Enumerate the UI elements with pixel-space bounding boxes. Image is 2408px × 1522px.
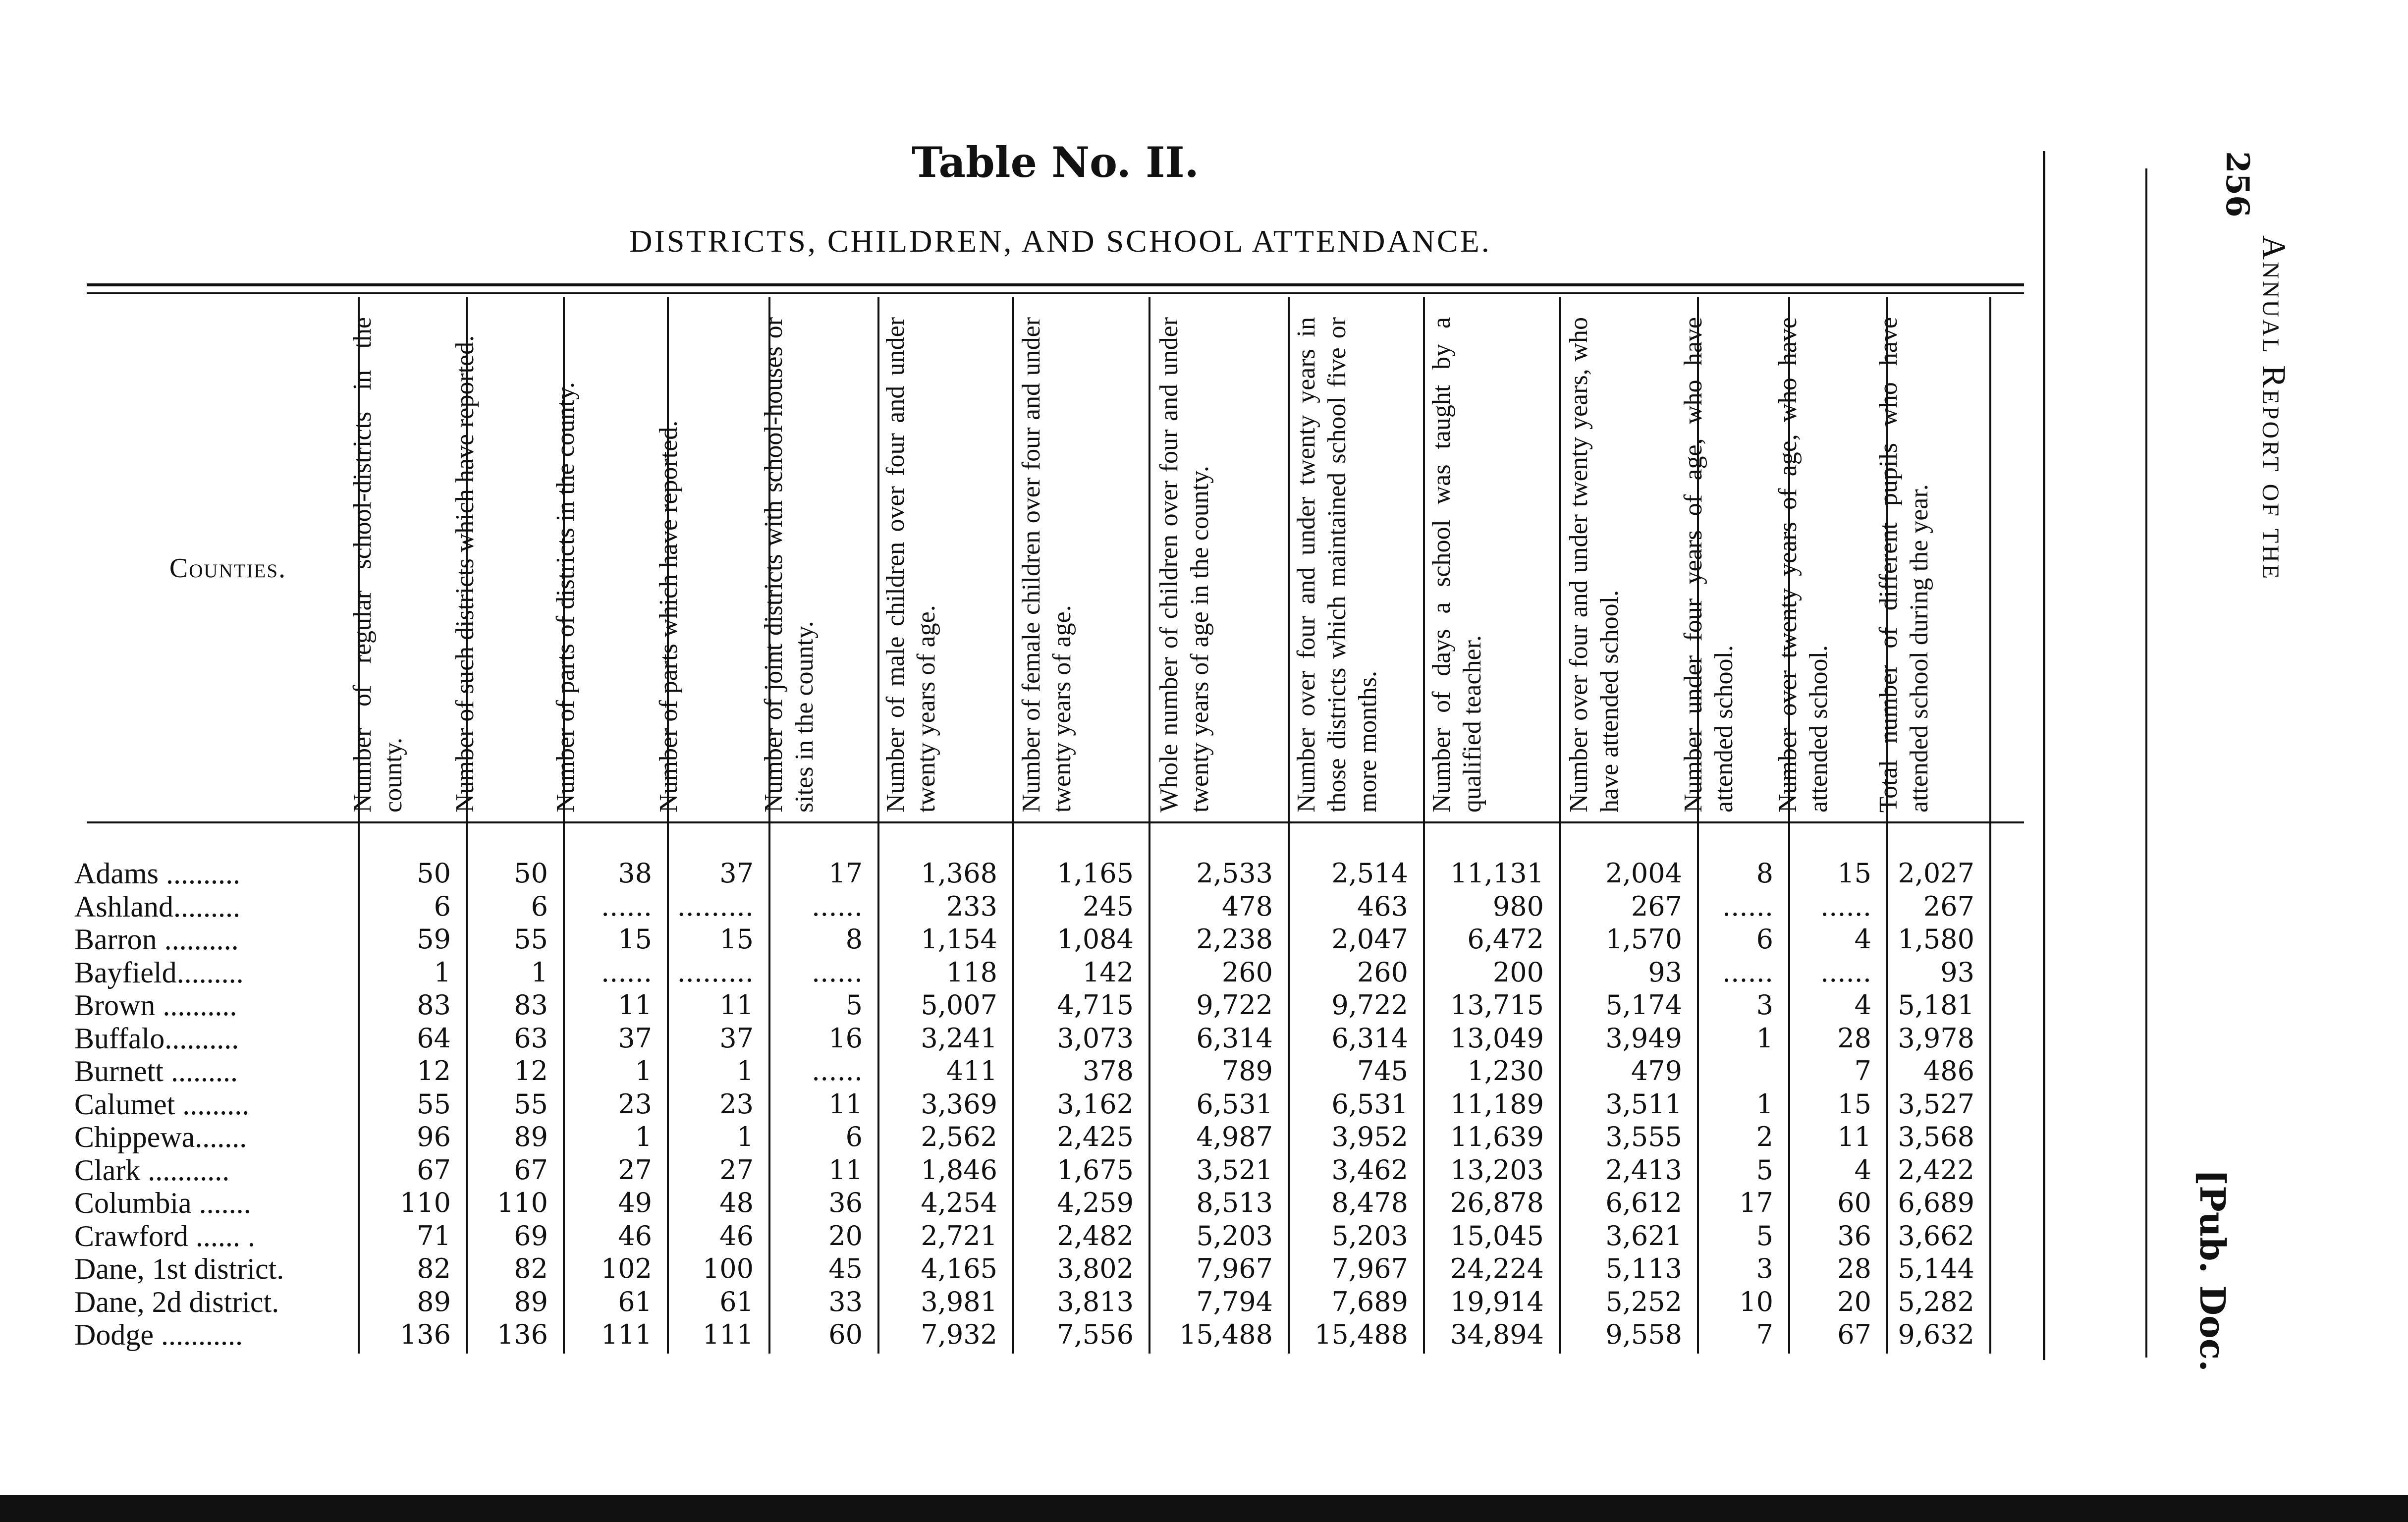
table-cell: 486 (1923, 1055, 1974, 1087)
column-header: Number over four and under twenty years, who have attended school. (1564, 317, 1624, 813)
table-cell: 11 (1837, 1121, 1871, 1152)
top-rule-thick (87, 283, 2024, 286)
table-cell: 1 (736, 1121, 754, 1152)
county-name: Chippewa....... (74, 1121, 247, 1153)
table-cell: 15 (618, 924, 652, 955)
table-cell: 89 (514, 1286, 548, 1317)
table-cell: 1,230 (1467, 1055, 1544, 1087)
table-cell: 2,422 (1898, 1154, 1974, 1186)
table-cell: 7 (1756, 1319, 1773, 1350)
doc-label: [Pub. Doc. (2192, 1169, 2233, 1372)
table-cell: 5 (1756, 1220, 1773, 1251)
county-name: Bayfield......... (74, 956, 244, 989)
table-cell: 411 (946, 1055, 997, 1087)
table-cell: 789 (1221, 1055, 1273, 1087)
table-cell: 6 (1756, 924, 1773, 955)
table-cell: 2,721 (921, 1220, 997, 1251)
table-cell: 11 (828, 1088, 863, 1120)
table-subtitle: DISTRICTS, CHILDREN, AND SCHOOL ATTENDANCE. (629, 223, 1491, 259)
table-cell: 267 (1923, 890, 1974, 922)
table-cell: 2,514 (1331, 858, 1408, 889)
table-cell: 67 (514, 1154, 548, 1186)
table-cell: 3 (1756, 989, 1773, 1021)
table-cell: 4 (1854, 924, 1871, 955)
table-cell: 111 (601, 1319, 652, 1350)
table-cell: 3,981 (921, 1286, 997, 1317)
table-cell: 5,203 (1196, 1220, 1273, 1251)
table-cell: 6 (531, 890, 548, 922)
table-cell: 6,472 (1467, 924, 1544, 955)
table-cell: 61 (618, 1286, 652, 1317)
table-cell: 7,794 (1196, 1286, 1273, 1317)
table-cell: 82 (514, 1253, 548, 1284)
table-cell: 2,238 (1196, 924, 1273, 955)
county-name: Clark ........... (74, 1153, 230, 1187)
table-cell: 37 (719, 858, 754, 889)
county-name: Columbia ....... (74, 1187, 251, 1219)
table-cell: 17 (1739, 1187, 1773, 1218)
table-cell: 1 (531, 956, 548, 988)
table-cell: 463 (1357, 890, 1408, 922)
table-cell: 3,621 (1605, 1220, 1682, 1251)
table-cell: 3,521 (1196, 1154, 1273, 1186)
page-number: 256 (2219, 151, 2256, 217)
table-cell: 28 (1837, 1022, 1871, 1054)
table-cell: 15 (1837, 1088, 1871, 1120)
table-cell: 1,368 (921, 858, 997, 889)
table-cell: 23 (618, 1088, 652, 1120)
table-cell: 4,987 (1196, 1121, 1273, 1152)
column-divider (1012, 297, 1014, 1354)
table-cell: 15,488 (1314, 1319, 1408, 1350)
table-cell: ...... (1820, 956, 1871, 988)
table-cell: 37 (719, 1022, 754, 1054)
table-cell: 5,252 (1605, 1286, 1682, 1317)
table-cell: 9,632 (1898, 1319, 1974, 1350)
table-cell: 11 (828, 1154, 863, 1186)
table-cell: 82 (417, 1253, 451, 1284)
column-header: Number over four and under twenty years in those districts which maintained school five or more months. (1292, 317, 1382, 813)
table-cell: 478 (1221, 890, 1273, 922)
table-cell: 2,482 (1057, 1220, 1134, 1251)
table-cell: 2,047 (1331, 924, 1408, 955)
table-cell: 3,662 (1898, 1220, 1974, 1251)
table-cell: 4,165 (921, 1253, 997, 1284)
table-cell: 9,722 (1196, 989, 1273, 1021)
column-header: Number of such districts which have reported. (451, 335, 479, 813)
table-cell: 4,259 (1057, 1187, 1134, 1218)
report-title: Annual Report of the (2255, 235, 2293, 581)
table-cell: 3,949 (1605, 1022, 1682, 1054)
column-header: Number of parts which have reported. (654, 420, 683, 813)
table-cell: 3,511 (1605, 1088, 1682, 1120)
table-cell: 16 (828, 1022, 863, 1054)
column-divider (1149, 297, 1150, 1354)
county-name: Dodge ........... (74, 1318, 243, 1351)
table-cell: 11 (618, 989, 652, 1021)
table-cell: 5,181 (1898, 989, 1974, 1021)
table-cell: 1,154 (921, 924, 997, 955)
table-cell: 49 (618, 1187, 652, 1218)
table-cell: 1,165 (1057, 858, 1134, 889)
scan-edge (0, 1495, 2408, 1522)
table-cell: 1 (635, 1055, 652, 1087)
table-cell: 64 (417, 1022, 451, 1054)
table-cell: 6 (434, 890, 451, 922)
table-cell: 6,531 (1196, 1088, 1273, 1120)
top-rule-thin (87, 292, 2024, 294)
table-cell: 11,639 (1450, 1121, 1544, 1152)
table-cell: 2,533 (1196, 858, 1273, 889)
table-cell: 2,413 (1605, 1154, 1682, 1186)
table-cell: 96 (417, 1121, 451, 1152)
table-cell: 267 (1631, 890, 1682, 922)
county-name: Brown .......... (74, 989, 237, 1022)
table-cell: 83 (514, 989, 548, 1021)
table-cell: 24,224 (1450, 1253, 1544, 1284)
table-cell: 7,967 (1331, 1253, 1408, 1284)
table-cell: 136 (399, 1319, 451, 1350)
table-cell: 55 (417, 1088, 451, 1120)
table-cell: 4,715 (1057, 989, 1134, 1021)
table-cell: 4,254 (921, 1187, 997, 1218)
table-cell: 9,722 (1331, 989, 1408, 1021)
table-cell: 111 (702, 1319, 754, 1350)
table-cell: 8,513 (1196, 1187, 1273, 1218)
column-header: Number of joint districts with school-houses or sites in the county. (760, 317, 819, 813)
table-cell: 7,932 (921, 1319, 997, 1350)
table-cell: 36 (828, 1187, 863, 1218)
table-cell: 8,478 (1331, 1187, 1408, 1218)
table-cell: 19,914 (1450, 1286, 1544, 1317)
table-cell: 118 (946, 956, 997, 988)
table-cell: 20 (1837, 1286, 1871, 1317)
table-cell: 11 (719, 989, 754, 1021)
table-cell: 15,045 (1450, 1220, 1544, 1251)
column-header: Number of parts of districts in the county. (551, 382, 580, 813)
table-cell: 260 (1357, 956, 1408, 988)
table-cell: 15 (1837, 858, 1871, 889)
table-cell: 15 (719, 924, 754, 955)
table-cell: 13,049 (1450, 1022, 1544, 1054)
table-cell: 142 (1082, 956, 1134, 988)
table-cell: ...... (1820, 890, 1871, 922)
table-cell: 28 (1837, 1253, 1871, 1284)
table-cell: 110 (496, 1187, 548, 1218)
table-cell: 93 (1648, 956, 1682, 988)
table-cell: 37 (618, 1022, 652, 1054)
table-cell: ...... (812, 956, 863, 988)
table-cell: 11,131 (1450, 858, 1544, 889)
table-cell: ...... (812, 890, 863, 922)
table-cell: 46 (719, 1220, 754, 1251)
table-cell: 5,282 (1898, 1286, 1974, 1317)
table-cell: 89 (514, 1121, 548, 1152)
table-cell: 3,978 (1898, 1022, 1974, 1054)
table-cell: 7,967 (1196, 1253, 1273, 1284)
table-cell: 6,531 (1331, 1088, 1408, 1120)
table-cell: 233 (946, 890, 997, 922)
table-cell: 27 (719, 1154, 754, 1186)
table-cell: 45 (828, 1253, 863, 1284)
county-name: Crawford ...... . (74, 1219, 255, 1252)
table-cell: 3,462 (1331, 1154, 1408, 1186)
table-cell: 67 (417, 1154, 451, 1186)
table-cell: 1 (1756, 1088, 1773, 1120)
table-cell: 2,425 (1057, 1121, 1134, 1152)
table-cell: 1,580 (1898, 924, 1974, 955)
table-cell: 6,314 (1196, 1022, 1273, 1054)
table-cell: 100 (702, 1253, 754, 1284)
outer-side-rule (2145, 168, 2147, 1358)
table-cell: 3,369 (921, 1088, 997, 1120)
column-header: Number of days a school was taught by a qualified teacher. (1427, 317, 1486, 813)
table-cell: 1 (434, 956, 451, 988)
table-cell: ...... (1722, 956, 1773, 988)
table-cell: 5,007 (921, 989, 997, 1021)
table-cell: 55 (514, 1088, 548, 1120)
table-cell: 33 (828, 1286, 863, 1317)
table-cell: 5,113 (1605, 1253, 1682, 1284)
table-cell: 980 (1492, 890, 1544, 922)
table-cell: 3,527 (1898, 1088, 1974, 1120)
table-cell: 83 (417, 989, 451, 1021)
table-cell: 1,846 (921, 1154, 997, 1186)
table-cell: 102 (601, 1253, 652, 1284)
table-cell: 61 (719, 1286, 754, 1317)
table-cell: 10 (1739, 1286, 1773, 1317)
table-cell: 36 (1837, 1220, 1871, 1251)
header-rule (87, 821, 2024, 823)
column-divider (1559, 297, 1561, 1354)
table-cell: 38 (618, 858, 652, 889)
table-cell: 1,675 (1057, 1154, 1134, 1186)
table-cell: 69 (514, 1220, 548, 1251)
column-header: Number of female children over four and under twenty years of age. (1017, 317, 1076, 813)
column-divider (1423, 297, 1425, 1354)
table-cell: 67 (1837, 1319, 1871, 1350)
table-cell: 20 (828, 1220, 863, 1251)
county-name: Dane, 1st district. (74, 1252, 284, 1285)
county-name: Burnett ......... (74, 1055, 238, 1087)
table-cell: 3,568 (1898, 1121, 1974, 1152)
table-cell: 3,073 (1057, 1022, 1134, 1054)
table-cell: 46 (618, 1220, 652, 1251)
column-header: Number of male children over four and under twenty years of age. (881, 317, 940, 813)
column-header: Number of regular school-districts in the county. (348, 317, 407, 813)
table-cell: 1,084 (1057, 924, 1134, 955)
table-cell: 34,894 (1450, 1319, 1544, 1350)
table-cell: 89 (417, 1286, 451, 1317)
table-cell: 378 (1082, 1055, 1134, 1087)
table-cell: 5 (1756, 1154, 1773, 1186)
table-cell: 8 (845, 924, 863, 955)
table-cell: 93 (1940, 956, 1974, 988)
county-name: Buffalo.......... (74, 1022, 239, 1055)
column-header: Number under four years of age, who have attended school. (1679, 317, 1738, 813)
table-cell: 6 (845, 1121, 863, 1152)
table-cell: 13,203 (1450, 1154, 1544, 1186)
table-cell: 3,555 (1605, 1121, 1682, 1152)
table-cell: 745 (1357, 1055, 1408, 1087)
table-cell (1701, 1055, 1773, 1087)
table-cell: 48 (719, 1187, 754, 1218)
table-cell: 60 (1837, 1187, 1871, 1218)
table-cell: 5,174 (1605, 989, 1682, 1021)
table-cell: 200 (1492, 956, 1544, 988)
table-cell: 260 (1221, 956, 1273, 988)
county-name: Adams .......... (74, 857, 240, 890)
table-cell: 1 (1756, 1022, 1773, 1054)
table-cell: 7,556 (1057, 1319, 1134, 1350)
table-cell: 27 (618, 1154, 652, 1186)
table-cell: 3,162 (1057, 1088, 1134, 1120)
table-cell: 245 (1082, 890, 1134, 922)
table-cell: 1,570 (1605, 924, 1682, 955)
table-cell: 26,878 (1450, 1187, 1544, 1218)
column-header: Number over twenty years of age, who have attended school. (1774, 317, 1833, 813)
table-cell: 5,144 (1898, 1253, 1974, 1284)
column-divider (1288, 297, 1290, 1354)
table-cell: 50 (417, 858, 451, 889)
table-cell: 6,314 (1331, 1022, 1408, 1054)
column-header: Whole number of children over four and under twenty years of age in the county. (1154, 317, 1214, 813)
table-cell: 5 (845, 989, 863, 1021)
table-cell: 479 (1631, 1055, 1682, 1087)
table-cell: 2 (1756, 1121, 1773, 1152)
table-cell: ...... (1722, 890, 1773, 922)
table-cell: 4 (1854, 989, 1871, 1021)
county-name: Ashland......... (74, 890, 240, 923)
table-cell: ...... (601, 956, 652, 988)
table-cell: 12 (514, 1055, 548, 1087)
table-cell: 23 (719, 1088, 754, 1120)
table-cell: 55 (514, 924, 548, 955)
table-cell: 4 (1854, 1154, 1871, 1186)
table-cell: ......... (677, 956, 754, 988)
table-cell: 110 (399, 1187, 451, 1218)
table-cell: 3,952 (1331, 1121, 1408, 1152)
table-title: Table No. II. (912, 138, 1199, 187)
table-cell: 9,558 (1605, 1319, 1682, 1350)
table-cell: ......... (677, 890, 754, 922)
table-cell: 5,203 (1331, 1220, 1408, 1251)
table-cell: 13,715 (1450, 989, 1544, 1021)
side-rule (2043, 151, 2045, 1360)
county-name: Dane, 2d district. (74, 1285, 279, 1318)
table-cell: 7,689 (1331, 1286, 1408, 1317)
table-cell: 3,241 (921, 1022, 997, 1054)
table-cell: 60 (828, 1319, 863, 1350)
table-cell: 71 (417, 1220, 451, 1251)
county-name: Calumet ......... (74, 1087, 250, 1121)
table-cell: 59 (417, 924, 451, 955)
county-column-header: Counties. (169, 553, 287, 584)
table-cell: 1 (736, 1055, 754, 1087)
table-cell: 3 (1756, 1253, 1773, 1284)
table-cell: 8 (1756, 858, 1773, 889)
table-cell: 2,004 (1605, 858, 1682, 889)
table-cell: 2,562 (921, 1121, 997, 1152)
table-cell: 50 (514, 858, 548, 889)
table-cell: 63 (514, 1022, 548, 1054)
table-cell: 6,612 (1605, 1187, 1682, 1218)
table-cell: 15,488 (1179, 1319, 1273, 1350)
table-cell: ...... (812, 1055, 863, 1087)
table-cell: 3,813 (1057, 1286, 1134, 1317)
column-header: Total number of different pupils who have attended school during the year. (1874, 317, 1933, 813)
table-cell: 6,689 (1898, 1187, 1974, 1218)
table-cell: 1 (635, 1121, 652, 1152)
table-cell: 11,189 (1450, 1088, 1544, 1120)
table-cell: 3,802 (1057, 1253, 1134, 1284)
county-name: Barron .......... (74, 923, 239, 956)
table-cell: 7 (1854, 1055, 1871, 1087)
table-cell: ...... (601, 890, 652, 922)
table-cell: 2,027 (1898, 858, 1974, 889)
table-cell: 12 (417, 1055, 451, 1087)
table-cell: 136 (496, 1319, 548, 1350)
table-cell: 17 (828, 858, 863, 889)
